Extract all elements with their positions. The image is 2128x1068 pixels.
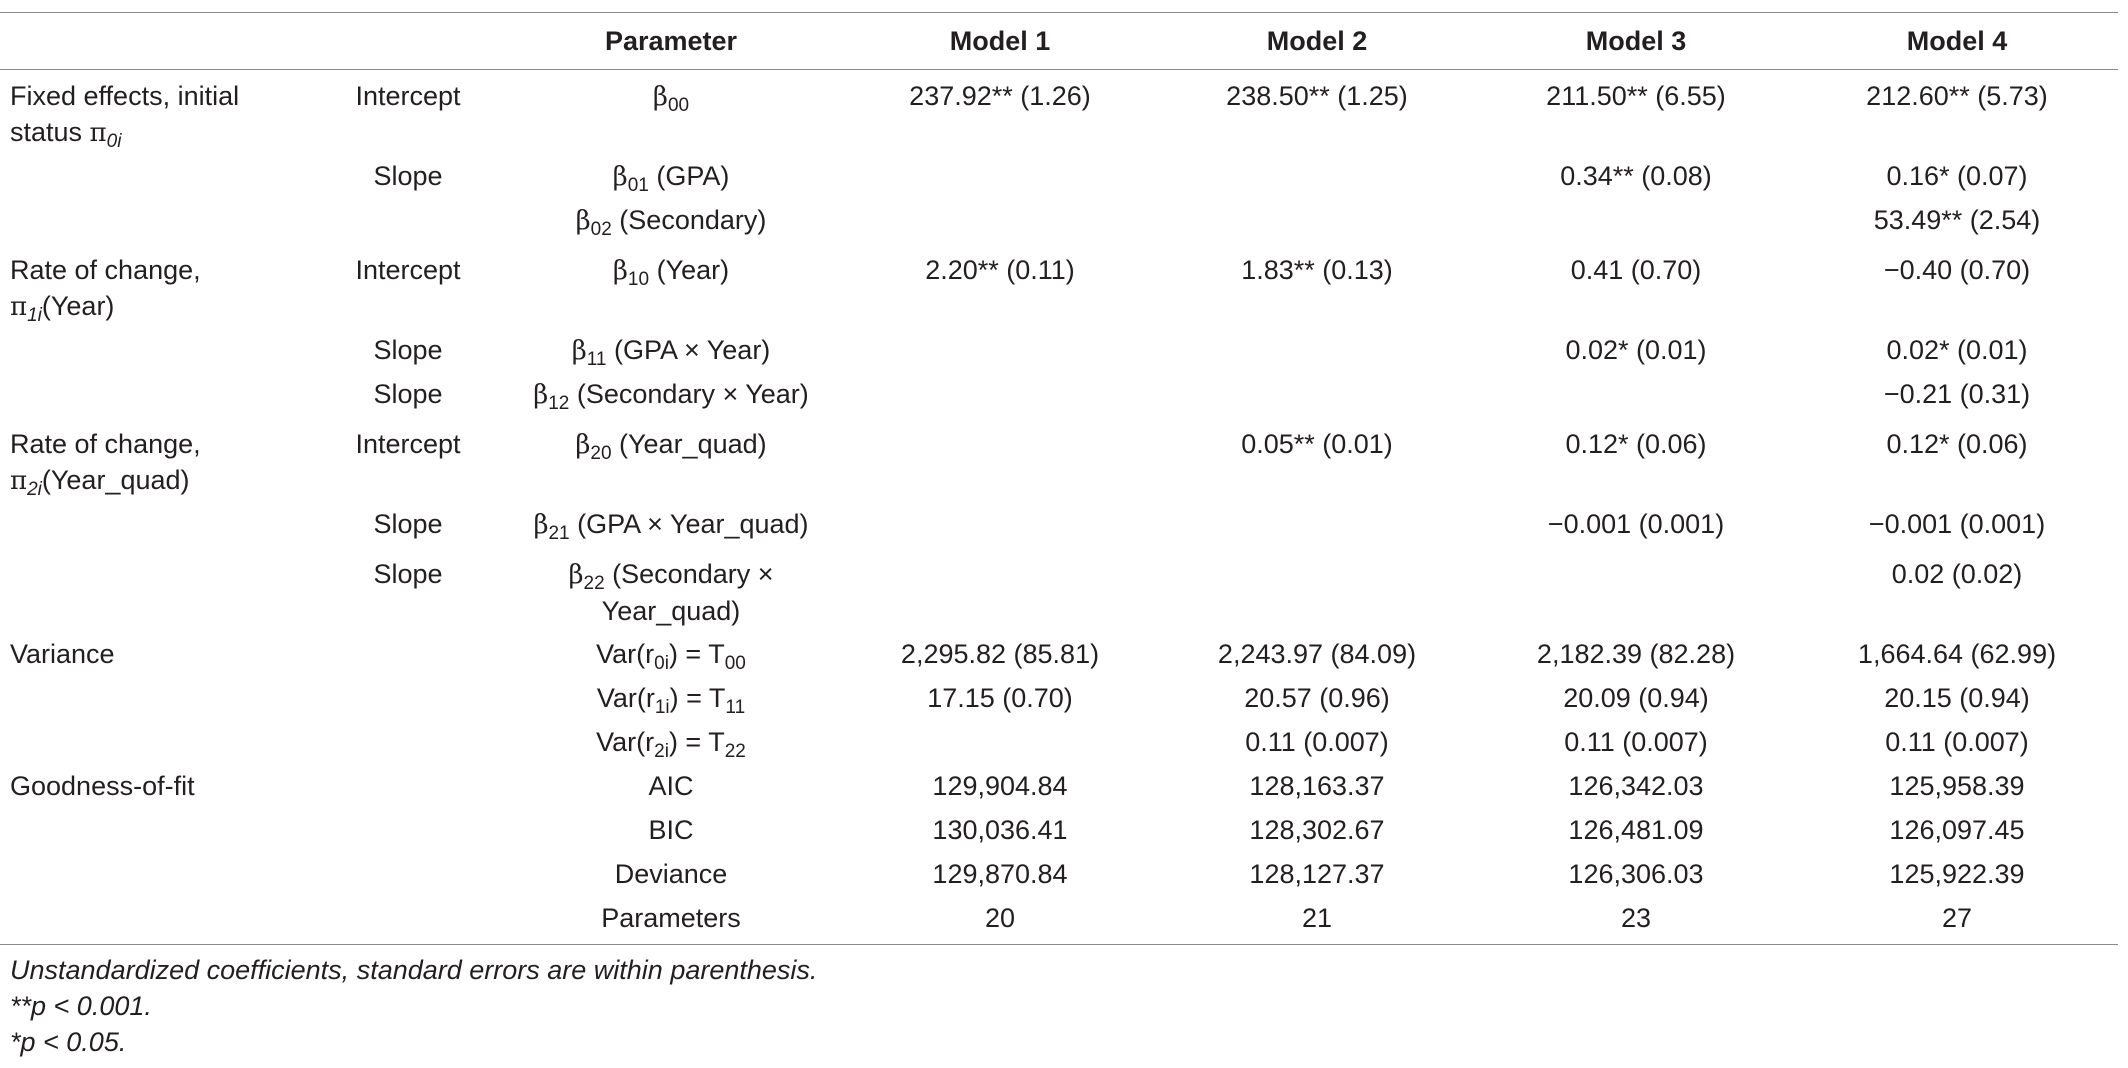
cell-model-2: 0.11 (0.007) bbox=[1245, 727, 1389, 757]
row-parameter: $\beta_{12}$ (Secondary × Year) bbox=[533, 379, 809, 414]
cell-model-1: 129,870.84 bbox=[932, 859, 1068, 889]
row-role: Intercept bbox=[355, 81, 461, 111]
row-parameter: Deviance bbox=[614, 859, 728, 889]
cell-model-2: 238.50** (1.25) bbox=[1226, 81, 1408, 111]
cell-model-1: 129,904.84 bbox=[932, 771, 1068, 801]
row-parameter: $\beta_{00}$ bbox=[652, 82, 690, 116]
cell-model-2: 20.57 (0.96) bbox=[1244, 683, 1390, 713]
cell-model-1 bbox=[842, 158, 1158, 202]
cell-model-1 bbox=[842, 550, 1158, 636]
row-parameter: $\beta_{10}$ (Year) bbox=[612, 255, 730, 290]
row-group-label bbox=[0, 332, 316, 376]
cell-model-2: 0.05** (0.01) bbox=[1241, 429, 1393, 459]
row-role: Intercept bbox=[355, 429, 461, 459]
header-model-3: Model 3 bbox=[1585, 26, 1687, 56]
cell-model-4: −0.40 (0.70) bbox=[1883, 255, 2031, 285]
cell-model-1 bbox=[842, 420, 1158, 506]
row-group-label: Variance bbox=[10, 639, 115, 669]
cell-model-3: 0.12* (0.06) bbox=[1565, 429, 1707, 459]
cell-model-1: 20 bbox=[984, 903, 1016, 933]
header-parameter: Parameter bbox=[604, 26, 738, 56]
cell-model-4: 0.11 (0.007) bbox=[1885, 727, 2029, 757]
row-group-label: Goodness-of-fit bbox=[10, 771, 195, 801]
header-model-2: Model 2 bbox=[1266, 26, 1368, 56]
header-group bbox=[0, 13, 316, 70]
row-role bbox=[316, 636, 500, 680]
table-row bbox=[0, 856, 2118, 900]
cell-model-4: 20.15 (0.94) bbox=[1884, 683, 2030, 713]
cell-model-1: 2,295.82 (85.81) bbox=[900, 639, 1100, 669]
cell-model-3: 126,481.09 bbox=[1568, 815, 1704, 845]
table-row bbox=[0, 70, 2118, 159]
row-role bbox=[316, 812, 500, 856]
table-row bbox=[0, 420, 2118, 506]
cell-model-1 bbox=[842, 724, 1158, 768]
cell-model-4: 0.16* (0.07) bbox=[1886, 161, 2028, 191]
row-group-label bbox=[0, 550, 316, 636]
row-group-label: Rate of change, $\pi_{2i}(Year\_quad)$ bbox=[10, 429, 201, 500]
table-row bbox=[0, 768, 2118, 812]
row-parameter: $\beta_{11}$ (GPA × Year) bbox=[571, 335, 771, 370]
row-parameter: $\beta_{01}$ (GPA) bbox=[612, 161, 730, 196]
cell-model-3: 0.11 (0.007) bbox=[1564, 727, 1708, 757]
footnote-significance-005: *p < 0.05. bbox=[10, 1027, 127, 1057]
table-row bbox=[0, 812, 2118, 856]
cell-model-3: 0.41 (0.70) bbox=[1570, 255, 1702, 285]
cell-model-4: 53.49** (2.54) bbox=[1873, 205, 2041, 235]
cell-model-3 bbox=[1476, 376, 1796, 420]
row-group-label bbox=[0, 724, 316, 768]
cell-model-4: 125,922.39 bbox=[1889, 859, 2025, 889]
row-role bbox=[316, 724, 500, 768]
cell-model-3: 211.50** (6.55) bbox=[1546, 81, 1726, 111]
cell-model-4: 1,664.64 (62.99) bbox=[1857, 639, 2057, 669]
row-role: Intercept bbox=[355, 255, 461, 285]
row-parameter: $Var(r_{1i}) = T_{11}$ bbox=[596, 683, 746, 718]
row-parameter: $\beta_{22}$ (Secondary × Year_quad) bbox=[568, 559, 774, 626]
header-row bbox=[0, 13, 2118, 70]
table-row bbox=[0, 246, 2118, 332]
table-row bbox=[0, 158, 2118, 202]
cell-model-3: 0.34** (0.08) bbox=[1560, 161, 1712, 191]
cell-model-3 bbox=[1476, 550, 1796, 636]
cell-model-1 bbox=[842, 202, 1158, 246]
cell-model-1: 237.92** (1.26) bbox=[909, 81, 1091, 111]
row-parameter: BIC bbox=[648, 815, 694, 845]
row-group-label bbox=[0, 376, 316, 420]
results-table bbox=[0, 12, 2118, 945]
row-role bbox=[316, 768, 500, 812]
cell-model-2: 128,302.67 bbox=[1249, 815, 1385, 845]
cell-model-2 bbox=[1158, 332, 1476, 376]
cell-model-3: 126,306.03 bbox=[1568, 859, 1704, 889]
cell-model-4: 212.60** (5.73) bbox=[1866, 81, 2048, 111]
cell-model-2 bbox=[1158, 202, 1476, 246]
row-parameter: AIC bbox=[648, 771, 694, 801]
cell-model-2 bbox=[1158, 376, 1476, 420]
cell-model-3: 23 bbox=[1620, 903, 1652, 933]
cell-model-3: 126,342.03 bbox=[1568, 771, 1704, 801]
row-role bbox=[316, 900, 500, 945]
row-parameter: $\beta_{21}$ (GPA × Year_quad) bbox=[533, 509, 809, 544]
table-row bbox=[0, 550, 2118, 636]
table-footnotes bbox=[10, 952, 817, 1060]
table-row bbox=[0, 202, 2118, 246]
row-role bbox=[316, 202, 500, 246]
cell-model-4: 126,097.45 bbox=[1889, 815, 2025, 845]
row-group-label bbox=[0, 158, 316, 202]
row-role: Slope bbox=[373, 509, 443, 539]
row-group-label bbox=[0, 856, 316, 900]
cell-model-4: 0.12* (0.06) bbox=[1886, 429, 2028, 459]
cell-model-3: 20.09 (0.94) bbox=[1563, 683, 1709, 713]
cell-model-3: 0.02* (0.01) bbox=[1565, 335, 1707, 365]
cell-model-2 bbox=[1158, 550, 1476, 636]
row-group-label bbox=[0, 202, 316, 246]
header-model-1: Model 1 bbox=[949, 26, 1051, 56]
header-role bbox=[316, 13, 500, 70]
row-group-label bbox=[0, 506, 316, 550]
cell-model-1 bbox=[842, 332, 1158, 376]
table-row bbox=[0, 376, 2118, 420]
cell-model-4: 0.02 (0.02) bbox=[1891, 559, 2023, 589]
cell-model-1 bbox=[842, 506, 1158, 550]
cell-model-1 bbox=[842, 376, 1158, 420]
row-parameter: $\beta_{20}$ (Year_quad) bbox=[575, 429, 767, 464]
row-parameter: $Var(r_{0i}) = T_{00}$ bbox=[596, 639, 746, 674]
row-group-label bbox=[0, 900, 316, 945]
row-group-label bbox=[0, 812, 316, 856]
row-parameter: $\beta_{02}$ (Secondary) bbox=[575, 205, 767, 240]
cell-model-3: −0.001 (0.001) bbox=[1547, 509, 1725, 539]
table-row bbox=[0, 332, 2118, 376]
header-model-4: Model 4 bbox=[1906, 26, 2008, 56]
row-group-label: Fixed effects, initial status $\pi_{0i}$ bbox=[10, 81, 240, 152]
table-row bbox=[0, 680, 2118, 724]
cell-model-3 bbox=[1476, 202, 1796, 246]
cell-model-1: 17.15 (0.70) bbox=[927, 683, 1073, 713]
cell-model-2 bbox=[1158, 506, 1476, 550]
footnote-significance-001: **p < 0.001. bbox=[10, 991, 152, 1021]
footnote-coefficients: Unstandardized coefficients, standard errors are within parenthesis. bbox=[10, 955, 818, 985]
cell-model-4: −0.21 (0.31) bbox=[1883, 379, 2031, 409]
table-row bbox=[0, 506, 2118, 550]
cell-model-2: 128,163.37 bbox=[1249, 771, 1385, 801]
cell-model-4: −0.001 (0.001) bbox=[1868, 509, 2046, 539]
table-row bbox=[0, 636, 2118, 680]
row-role: Slope bbox=[373, 559, 443, 589]
row-group-label: Rate of change, $\pi_{1i}(Year)$ bbox=[10, 255, 201, 326]
cell-model-4: 27 bbox=[1941, 903, 1973, 933]
cell-model-2: 128,127.37 bbox=[1249, 859, 1385, 889]
cell-model-2: 1.83** (0.13) bbox=[1241, 255, 1393, 285]
row-role bbox=[316, 856, 500, 900]
cell-model-1: 130,036.41 bbox=[932, 815, 1068, 845]
row-role: Slope bbox=[373, 379, 443, 409]
cell-model-2: 2,243.97 (84.09) bbox=[1217, 639, 1417, 669]
row-role: Slope bbox=[373, 161, 443, 191]
row-role: Slope bbox=[373, 335, 443, 365]
row-parameter: Parameters bbox=[601, 903, 741, 933]
row-role bbox=[316, 680, 500, 724]
table-row bbox=[0, 900, 2118, 945]
cell-model-4: 125,958.39 bbox=[1889, 771, 2025, 801]
cell-model-2: 21 bbox=[1301, 903, 1333, 933]
cell-model-1: 2.20** (0.11) bbox=[925, 255, 1075, 285]
row-parameter: $Var(r_{2i}) = T_{22}$ bbox=[596, 727, 746, 762]
row-group-label bbox=[0, 680, 316, 724]
cell-model-4: 0.02* (0.01) bbox=[1886, 335, 2028, 365]
cell-model-3: 2,182.39 (82.28) bbox=[1536, 639, 1736, 669]
table-row bbox=[0, 724, 2118, 768]
cell-model-2 bbox=[1158, 158, 1476, 202]
